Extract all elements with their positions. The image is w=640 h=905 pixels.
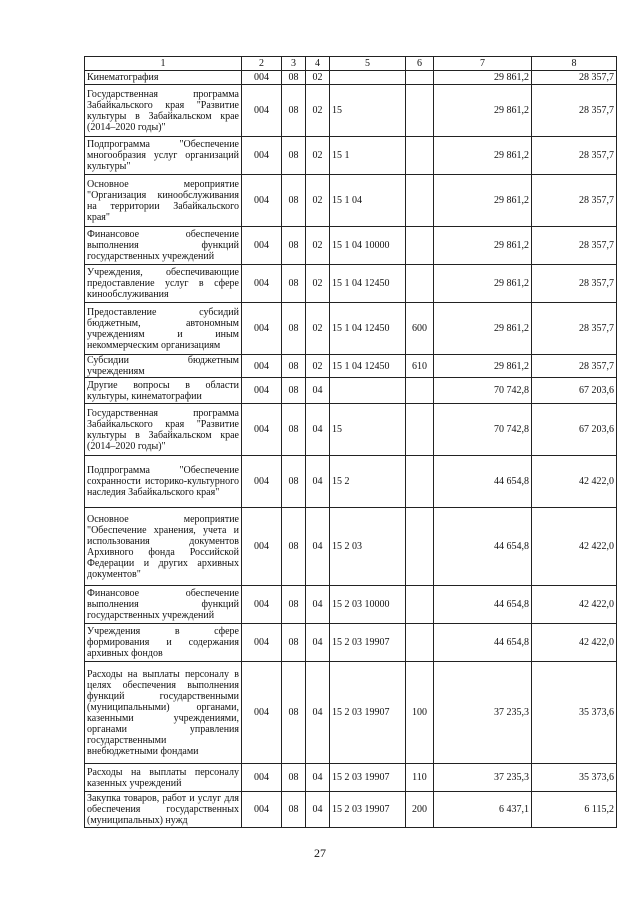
cell-col6: 610 (406, 355, 434, 378)
cell-col3: 08 (282, 624, 306, 662)
cell-col8: 67 203,6 (532, 404, 617, 456)
cell-col5: 15 2 03 19907 (330, 792, 406, 828)
cell-col6 (406, 71, 434, 85)
cell-col4: 04 (306, 764, 330, 792)
cell-col3: 08 (282, 404, 306, 456)
cell-col6 (406, 265, 434, 303)
cell-name: Финансовое обеспечение выполнения функций государственных учреждений (85, 227, 242, 265)
cell-col7: 29 861,2 (434, 303, 532, 355)
cell-col3: 08 (282, 508, 306, 586)
cell-name: Подпрограмма "Обеспечение многообразия услуг организаций культуры" (85, 137, 242, 175)
column-header: 3 (282, 57, 306, 71)
cell-col5: 15 1 04 10000 (330, 227, 406, 265)
cell-col3: 08 (282, 456, 306, 508)
cell-col3: 08 (282, 85, 306, 137)
table-row (85, 175, 617, 227)
cell-col7: 29 861,2 (434, 71, 532, 85)
cell-col6: 600 (406, 303, 434, 355)
table-row (85, 378, 617, 404)
table-row (85, 71, 617, 85)
table-row (85, 137, 617, 175)
cell-col8: 42 422,0 (532, 456, 617, 508)
cell-col5 (330, 71, 406, 85)
cell-col5: 15 (330, 85, 406, 137)
cell-col2: 004 (242, 404, 282, 456)
cell-col4: 04 (306, 508, 330, 586)
table-row (85, 355, 617, 378)
cell-col2: 004 (242, 624, 282, 662)
cell-name: Основное мероприятие "Обеспечение хранения, учета и использования документов Архивного фонда Российской Федерации и других архивных документов" (85, 508, 242, 586)
table-row (85, 764, 617, 792)
table-row (85, 624, 617, 662)
page-number: 27 (314, 846, 326, 860)
table-header-row (85, 57, 617, 71)
cell-col8: 67 203,6 (532, 378, 617, 404)
cell-col4: 04 (306, 456, 330, 508)
cell-col6 (406, 586, 434, 624)
cell-col6: 110 (406, 764, 434, 792)
cell-col5: 15 (330, 404, 406, 456)
cell-name: Закупка товаров, работ и услуг для обеспечения государственных (муниципальных) нужд (85, 792, 242, 828)
cell-col7: 29 861,2 (434, 85, 532, 137)
cell-col5: 15 1 04 (330, 175, 406, 227)
cell-col4: 02 (306, 303, 330, 355)
cell-col2: 004 (242, 662, 282, 764)
cell-col4: 02 (306, 227, 330, 265)
cell-col7: 70 742,8 (434, 404, 532, 456)
cell-col4: 04 (306, 662, 330, 764)
table-body (85, 71, 617, 828)
cell-col8: 28 357,7 (532, 137, 617, 175)
cell-col6: 200 (406, 792, 434, 828)
cell-col2: 004 (242, 175, 282, 227)
table-row (85, 265, 617, 303)
cell-col6 (406, 175, 434, 227)
table-row (85, 662, 617, 764)
cell-col8: 28 357,7 (532, 85, 617, 137)
cell-col4: 04 (306, 378, 330, 404)
cell-col7: 29 861,2 (434, 227, 532, 265)
cell-col6 (406, 85, 434, 137)
cell-name: Государственная программа Забайкальского края "Развитие культуры в Забайкальском крае (2014–2020 годы)" (85, 404, 242, 456)
cell-name: Государственная программа Забайкальского края "Развитие культуры в Забайкальском крае (2014–2020 годы)" (85, 85, 242, 137)
cell-col8: 28 357,7 (532, 175, 617, 227)
cell-col4: 02 (306, 265, 330, 303)
cell-col3: 08 (282, 764, 306, 792)
table-row (85, 456, 617, 508)
column-header: 5 (330, 57, 406, 71)
cell-name: Предоставление субсидий бюджетным, автономным учреждениям и иным некоммерческим организациям (85, 303, 242, 355)
cell-col6 (406, 227, 434, 265)
cell-col4: 02 (306, 71, 330, 85)
column-header: 8 (532, 57, 617, 71)
cell-name: Расходы на выплаты персоналу казенных учреждений (85, 764, 242, 792)
cell-col7: 44 654,8 (434, 624, 532, 662)
table-row (85, 303, 617, 355)
cell-col6 (406, 404, 434, 456)
cell-col7: 70 742,8 (434, 378, 532, 404)
cell-col4: 02 (306, 137, 330, 175)
cell-col8: 42 422,0 (532, 624, 617, 662)
cell-col7: 29 861,2 (434, 137, 532, 175)
column-header: 7 (434, 57, 532, 71)
cell-name: Учреждения в сфере формирования и содержания архивных фондов (85, 624, 242, 662)
cell-col2: 004 (242, 85, 282, 137)
table-row (85, 792, 617, 828)
cell-col2: 004 (242, 137, 282, 175)
cell-col2: 004 (242, 71, 282, 85)
table-row (85, 586, 617, 624)
cell-col3: 08 (282, 355, 306, 378)
cell-col4: 02 (306, 85, 330, 137)
cell-col2: 004 (242, 227, 282, 265)
cell-col8: 28 357,7 (532, 71, 617, 85)
cell-col5: 15 2 03 19907 (330, 764, 406, 792)
table-row (85, 508, 617, 586)
cell-col3: 08 (282, 378, 306, 404)
cell-name: Подпрограмма "Обеспечение сохранности историко-культурного наследия Забайкальского края" (85, 456, 242, 508)
cell-col7: 29 861,2 (434, 175, 532, 227)
table-row (85, 404, 617, 456)
cell-col2: 004 (242, 586, 282, 624)
cell-col2: 004 (242, 456, 282, 508)
cell-col2: 004 (242, 792, 282, 828)
cell-name: Субсидии бюджетным учреждениям (85, 355, 242, 378)
cell-col2: 004 (242, 265, 282, 303)
cell-col5: 15 1 04 12450 (330, 265, 406, 303)
cell-col6 (406, 624, 434, 662)
column-header: 4 (306, 57, 330, 71)
cell-col5: 15 2 03 (330, 508, 406, 586)
cell-col5 (330, 378, 406, 404)
cell-name: Другие вопросы в области культуры, кинематографии (85, 378, 242, 404)
cell-col2: 004 (242, 508, 282, 586)
cell-col3: 08 (282, 71, 306, 85)
cell-col5: 15 2 (330, 456, 406, 508)
cell-col6: 100 (406, 662, 434, 764)
cell-col8: 6 115,2 (532, 792, 617, 828)
cell-col3: 08 (282, 792, 306, 828)
cell-col8: 28 357,7 (532, 265, 617, 303)
cell-col4: 04 (306, 624, 330, 662)
cell-col6 (406, 378, 434, 404)
cell-col8: 28 357,7 (532, 303, 617, 355)
cell-name: Финансовое обеспечение выполнения функций государственных учреждений (85, 586, 242, 624)
table-row (85, 85, 617, 137)
cell-col6 (406, 137, 434, 175)
cell-col7: 37 235,3 (434, 662, 532, 764)
cell-col3: 08 (282, 662, 306, 764)
cell-col8: 42 422,0 (532, 508, 617, 586)
column-header: 6 (406, 57, 434, 71)
cell-col6 (406, 456, 434, 508)
cell-col5: 15 1 04 12450 (330, 355, 406, 378)
cell-col7: 6 437,1 (434, 792, 532, 828)
column-header: 1 (85, 57, 242, 71)
cell-col7: 37 235,3 (434, 764, 532, 792)
cell-col4: 02 (306, 175, 330, 227)
cell-name: Учреждения, обеспечивающие предоставление услуг в сфере кинообслуживания (85, 265, 242, 303)
cell-col3: 08 (282, 586, 306, 624)
cell-col5: 15 1 (330, 137, 406, 175)
table-row (85, 227, 617, 265)
cell-col4: 04 (306, 586, 330, 624)
cell-col2: 004 (242, 764, 282, 792)
cell-col2: 004 (242, 303, 282, 355)
cell-col5: 15 2 03 10000 (330, 586, 406, 624)
cell-col3: 08 (282, 265, 306, 303)
cell-col4: 04 (306, 792, 330, 828)
cell-col5: 15 2 03 19907 (330, 662, 406, 764)
cell-name: Основное мероприятие "Организация кинообслуживания на территории Забайкальского края" (85, 175, 242, 227)
cell-col3: 08 (282, 303, 306, 355)
cell-col3: 08 (282, 137, 306, 175)
cell-name: Кинематография (85, 71, 242, 85)
column-header: 2 (242, 57, 282, 71)
cell-col5: 15 2 03 19907 (330, 624, 406, 662)
cell-col4: 04 (306, 404, 330, 456)
cell-col5: 15 1 04 12450 (330, 303, 406, 355)
cell-col2: 004 (242, 378, 282, 404)
cell-col3: 08 (282, 175, 306, 227)
cell-col6 (406, 508, 434, 586)
cell-col8: 35 373,6 (532, 662, 617, 764)
cell-col7: 29 861,2 (434, 355, 532, 378)
cell-col7: 44 654,8 (434, 456, 532, 508)
cell-col8: 28 357,7 (532, 227, 617, 265)
cell-col7: 44 654,8 (434, 586, 532, 624)
cell-col7: 44 654,8 (434, 508, 532, 586)
cell-col2: 004 (242, 355, 282, 378)
cell-col8: 28 357,7 (532, 355, 617, 378)
cell-col4: 02 (306, 355, 330, 378)
cell-col7: 29 861,2 (434, 265, 532, 303)
cell-name: Расходы на выплаты персоналу в целях обеспечения выполнения функций государственными (муниципальными) органами, казенными учреждениями, органами управления государственными внебюджетными фондами (85, 662, 242, 764)
cell-col8: 42 422,0 (532, 586, 617, 624)
cell-col8: 35 373,6 (532, 764, 617, 792)
budget-table (84, 56, 617, 828)
cell-col3: 08 (282, 227, 306, 265)
